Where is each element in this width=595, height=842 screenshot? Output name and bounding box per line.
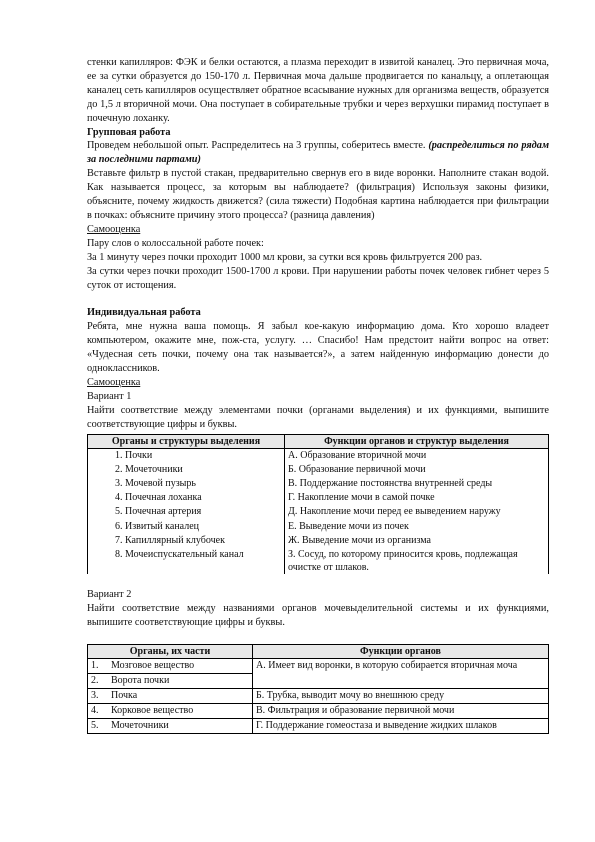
table-1-header-functions: Функции органов и структур выделения — [285, 434, 549, 448]
list-item: 6. Извитый каналец — [125, 520, 281, 534]
table-row — [88, 718, 549, 733]
organ-cell: Мочеточники — [108, 718, 253, 733]
paragraph-blood-minute: За 1 минуту через почки проходит 1000 мл крови, за сутки вся кровь фильтруется 200 раз. — [87, 251, 483, 263]
organ-cell: Корковое вещество — [108, 703, 253, 718]
group-work-heading: Групповая работа — [87, 126, 171, 138]
list-item: 3. Мочевой пузырь — [125, 477, 281, 491]
organs-list — [91, 449, 281, 563]
document-page — [87, 56, 549, 734]
row-number: 3. — [88, 688, 109, 703]
self-assessment-heading-2: Самооценка — [87, 376, 141, 388]
paragraph-blood-day: За сутки через почки проходит 1500-1700 л крови. При нарушении работы почек человек гибнет через 5 суток от истощения. — [87, 265, 549, 291]
list-item: 1. Почки — [125, 449, 281, 463]
paragraph-request: Ребята, мне нужна ваша помощь. Я забыл кое-какую информацию дома. Кто хорошо владеет компьютером, окажите мне, пож-ста, услугу. … Спасибо! Нам предстоит найти вопрос на ответ: «Чудесная сеть почки, почему она так называется?», а затем найденную информацию донести до одноклассников. — [87, 321, 549, 375]
list-item: 7. Капиллярный клубочек — [125, 534, 281, 548]
list-item: Б. Образование первичной мочи — [288, 463, 426, 475]
function-cell: А. Имеет вид воронки, в которую собирается вторичная моча — [253, 658, 549, 688]
list-item: Е. Выведение мочи из почек — [288, 520, 409, 532]
paragraph-filter: Вставьте фильтр в пустой стакан, предварительно свернув его в виде воронки. Наполните стакан водой. Как называется процесс, за которым вы наблюдаете? (фильтрация) Используя законы физики, объясните, почему жидкость движется? (сила тяжести) Подобная картина наблюдается при фильтрации в почках: объясните причину этого процесса? (разница давления) — [87, 168, 549, 221]
list-item: 4. Почечная лоханка — [125, 491, 281, 505]
experiment-text: Проведем небольшой опыт. Распределитесь на 3 группы, соберитесь вместе. — [87, 140, 426, 152]
table-2-header-organs: Органы, их части — [88, 644, 253, 658]
organ-cell: Почка — [108, 688, 253, 703]
table-2-header-functions: Функции органов — [253, 644, 549, 658]
function-cell: Г. Поддержание гомеостаза и выведение жидких шлаков — [253, 718, 549, 733]
list-item: З. Сосуд, по которому приносится кровь, подлежащая очистке от шлаков. — [288, 548, 518, 573]
organ-cell: Ворота почки — [108, 673, 253, 688]
list-item: 8. Мочеиспускательный канал — [125, 548, 281, 562]
paragraph-filtration: стенки капилляров: ФЭК и белки остаются, а плазма переходит в извитой каналец. Это первичная моча, ее за сутки образуется до 150-170 л. Первичная моча дальше продвигается по канальцу, а оплетающая каналец сеть капилляров осуществляет обратное всасывание нужных для организма веществ, образуется до 1,5 л вторичной мочи. Она поступает в собирательные трубки и через верхушки пирамид поступает в почечную лоханку. — [87, 57, 549, 124]
paragraph-kidney-work: Пару слов о колоссальной работе почек: — [87, 237, 264, 249]
function-cell: Б. Трубка, выводит мочу во внешнюю среду — [253, 688, 549, 703]
variant-1-label: Вариант 1 — [87, 390, 132, 402]
self-assessment-heading-1: Самооценка — [87, 223, 141, 235]
table-1-organs-cell — [88, 448, 285, 574]
row-number: 2. — [88, 673, 109, 688]
table-row — [88, 703, 549, 718]
variant-2-label: Вариант 2 — [87, 588, 132, 600]
table-1-header-organs: Органы и структуры выделения — [88, 434, 285, 448]
experiment-note: (распределиться по рядам за последними партами) — [87, 140, 549, 166]
individual-work-heading: Индивидуальная работа — [87, 307, 201, 319]
list-item: 5. Почечная артерия — [125, 505, 281, 519]
task-2-text: Найти соответствие между названиями органов мочевыделительной системы и их функциями, выпишите соответствующие цифры и буквы. — [87, 602, 549, 628]
paragraph-experiment — [87, 139, 549, 167]
matching-table-1 — [87, 434, 549, 574]
list-item: Ж. Выведение мочи из организма — [288, 534, 431, 546]
organ-cell: Мозговое вещество — [108, 658, 253, 673]
table-row — [88, 688, 549, 703]
row-number: 1. — [88, 658, 109, 673]
table-1-functions-cell — [285, 448, 549, 574]
list-item: Д. Накопление мочи перед ее выведением наружу — [288, 506, 501, 518]
list-item: Г. Накопление мочи в самой почке — [288, 492, 435, 504]
matching-table-2 — [87, 644, 549, 734]
table-row — [88, 658, 549, 673]
function-cell: В. Фильтрация и образование первичной мочи — [253, 703, 549, 718]
row-number: 4. — [88, 703, 109, 718]
list-item: А. Образование вторичной мочи — [288, 449, 427, 461]
list-item: 2. Мочеточники — [125, 463, 281, 477]
list-item: В. Поддержание постоянства внутренней среды — [288, 477, 493, 489]
task-1-text: Найти соответствие между элементами почки (органами выделения) и их функциями, выпишите соответствующие цифры и буквы. — [87, 404, 549, 430]
row-number: 5. — [88, 718, 109, 733]
